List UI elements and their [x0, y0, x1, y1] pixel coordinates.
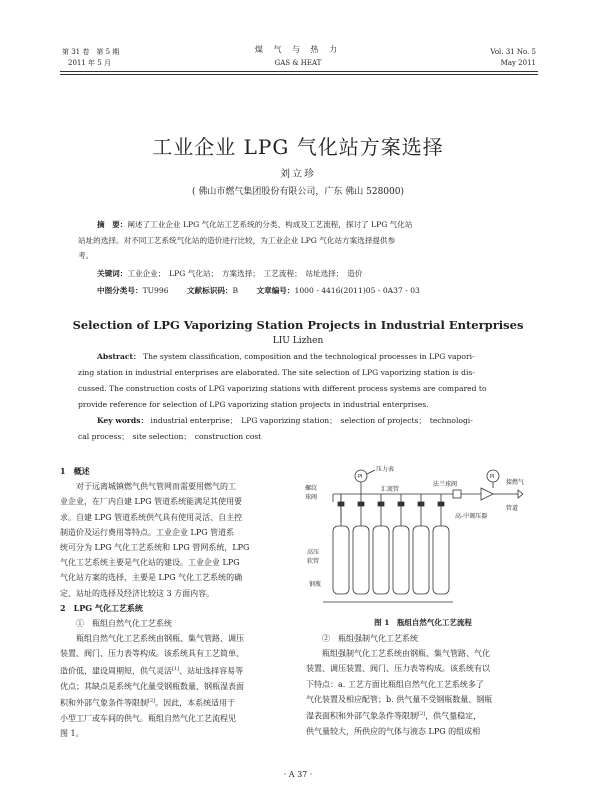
svg-text:高-中调压器: 高-中调压器 — [455, 513, 488, 520]
abstract-cn-label: 摘 要： — [97, 220, 128, 229]
section-1-heading: 1 概述 — [60, 466, 90, 476]
svg-text:汇流管: 汇流管 — [381, 486, 400, 493]
abstract-en: Abstract： The system classification, composition and the technological processes in LPG vapori- — [97, 352, 475, 361]
subsection-2-1: ① 瓶组自然气化工艺系统 — [76, 619, 172, 629]
svg-text:压力表: 压力表 — [376, 466, 395, 473]
author-en: LIU Lizhen — [272, 336, 324, 346]
journal-name: 煤 气 与 热 力 — [254, 45, 342, 54]
keywords-cn — [97, 267, 537, 282]
citation-2[interactable]: [2] — [148, 697, 156, 704]
svg-text:管道: 管道 — [506, 505, 519, 512]
figure-1-caption: 图 1 瓶组自然气化工艺流程 — [374, 618, 472, 627]
author-cn: 刘立珍 — [280, 169, 316, 180]
svg-text:软管: 软管 — [307, 558, 320, 565]
abstract-en-line4: provide reference for selection of LPG vaporizing station projects in industrial enterprises. — [78, 400, 429, 409]
journal-volume: 第 31 卷 第 5 期 — [62, 48, 120, 56]
svg-text:钢瓶: 钢瓶 — [309, 581, 322, 588]
affiliation-cn: ( 佛山市燃气集团股份有限公司，广东 佛山 528000) — [192, 187, 404, 197]
abstract-cn: 摘 要：阐述了工业企业 LPG 气化站工艺系统的分类、构成及工艺流程，探讨了 LPG 气化站 — [97, 220, 413, 229]
abstract-en-line3: cussed. The construction costs of LPG vaporizing stations with different process systems are compared to — [78, 384, 487, 393]
subsection-2-2: ② 瓶组强制气化工艺系统 瓶组强制气化工艺系统由钢瓶、集气管路、气化 装置、调压装置、阀门、压力表等构成。该系统有以 下特点：a. 工艺方面比瓶组自然气化工艺系统多了 气化装置及相应配管；b. 供气量不受钢瓶数量、钢瓶 湿表面积和外部气象条件等限制[2]，供气量稳定， 供气量较大，所供应的气体与液态 LPG 的组成相 — [306, 631, 538, 739]
cylinder-bank — [333, 522, 449, 594]
svg-text:法兰球阀: 法兰球阀 — [433, 481, 458, 488]
svg-text:螺纹: 螺纹 — [305, 485, 318, 492]
svg-text:PI: PI — [490, 474, 495, 480]
abstract-en-label: Abstract： — [97, 352, 141, 361]
article-title-cn: 工业企业 LPG 气化站方案选择 — [152, 135, 444, 159]
svg-text:PI: PI — [358, 474, 363, 480]
keywords-cn-label: 关键词： — [97, 269, 128, 278]
article-title-en: Selection of LPG Vaporizing Station Projects in Industrial Enterprises — [72, 318, 524, 332]
journal-date: 2011 年 5 月 — [68, 59, 111, 67]
header-rule-thin — [60, 74, 538, 75]
journal-name-en: GAS & HEAT — [274, 59, 322, 67]
svg-text:接燃气: 接燃气 — [506, 479, 525, 486]
section-2-heading: 2 LPG 气化工艺系统 — [60, 602, 143, 613]
flange-valve — [453, 490, 461, 498]
keywords-en-label: Key words： — [97, 416, 149, 425]
subsection-2-2-heading: ② 瓶组强制气化工艺系统 — [322, 634, 418, 643]
figure-1-diagram — [303, 462, 543, 612]
classification-line: 中图分类号：TU996 文献标识码：B 文章编号：1000 - 4416(2011)05 - 0A37 - 03 — [97, 286, 420, 295]
header-rule — [60, 71, 538, 72]
abstract-en-line2: zing station in industrial enterprises are elaborated. The site selection of LPG vaporizing station is dis- — [78, 368, 475, 377]
keywords-cn-text: 工业企业； LPG 气化站； 方案选择； 工艺流程； 站址选择； 造价 — [127, 269, 363, 278]
section-1: 1 概述 对于远离城镇燃气供气管网而需要用燃气的工 业企业，在厂内自建 LPG 管道系统能满足其使用要 求。自建 LPG 管道系统供气具有使用灵活、自主控 制造价及运行费用等特点。工业企业 LPG 管道系 统可分为 LPG 气化工艺系统和 LPG 管网系统，LPG 气化工艺系统主要是气化站的建设。工业企业 LPG 气化站方案的选择，主要是 LPG 气化工艺系统的确 定、站址的选择及经济比较这 3 方面内容。 2 LPG 气化工艺系统 ① 瓶组自然气化工艺系统 瓶组自然气化工艺系统由钢瓶、集气管路、调压 装置、阀门、压力表等构成。该系统具有工艺简单、 造价低、建设周期短，供气灵活[1]、站址选择容易等 优点；其缺点是系统气化量受钢瓶数量，钢瓶湿表面 积和外部气象条件等限制[2]。因此，本系统适用于 小型工厂或车间的供气。瓶组自然气化工艺流程见 图 1。 — [60, 464, 292, 741]
svg-text:球阀: 球阀 — [305, 494, 318, 501]
svg-text:高压: 高压 — [307, 549, 320, 556]
abstract-cn-line2: 站址的选择。对不同工艺系统气化站的造价进行比较，为工业企业 LPG 气化站方案选择提供参 — [78, 236, 396, 245]
abstract-cn-line3: 考。 — [78, 251, 94, 260]
journal-date-en: May 2011 — [500, 59, 536, 67]
citation-2b[interactable]: [2] — [418, 711, 426, 718]
regulator — [481, 488, 493, 500]
page-number: · A 37 · — [283, 770, 313, 779]
citation-1[interactable]: [1] — [172, 665, 180, 672]
keywords-en: Key words： industrial enterprise； LPG vaporizing station； selection of projects； technologi- — [97, 416, 473, 425]
keywords-en-line2: cal process； site selection； construction cost — [78, 432, 262, 441]
journal-volume-en: Vol. 31 No. 5 — [490, 48, 536, 56]
